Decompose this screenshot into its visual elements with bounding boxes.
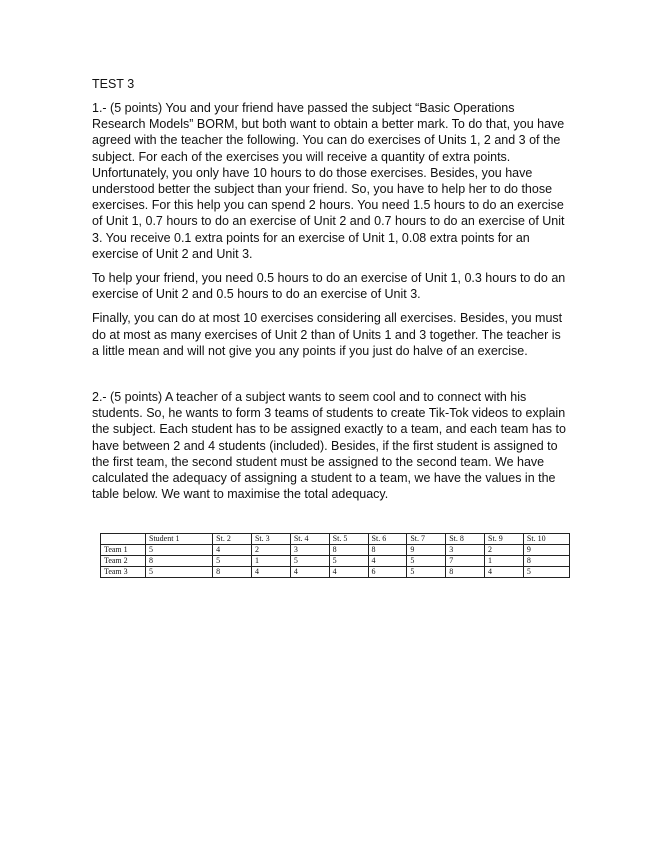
table-cell: 5 xyxy=(407,556,446,567)
table-cell: 7 xyxy=(446,556,485,567)
row-label: Team 1 xyxy=(101,545,146,556)
document-body xyxy=(92,76,570,510)
problem1-paragraph3: Finally, you can do at most 10 exercises considering all exercises. Besides, you must do at most as many exercises of Unit 2 than of Units 1 and 3 together. The teacher is a little mean and will not give you any points if you just do halve of an exercise. xyxy=(92,311,563,358)
test-title: TEST 3 xyxy=(92,77,135,91)
table-row xyxy=(101,556,570,567)
table-cell: 9 xyxy=(523,545,569,556)
table-cell: 4 xyxy=(329,567,368,578)
table-cell: 5 xyxy=(290,556,329,567)
table-cell: 5 xyxy=(329,556,368,567)
table-header-cell: St. 2 xyxy=(213,534,252,545)
problem2-paragraph1: 2.- (5 points) A teacher of a subject wants to seem cool and to connect with his students. So, he wants to form 3 teams of students to create Tik-Tok videos to explain the subject. Each student has to be assigned exactly to a team, and each team has to have between 2 and 4 students (included). Besides, if the first student is assigned to the first team, the second student must be assigned to the second team. We have calculated the adequacy of assigning a student to a team, we have the values in the table below. We want to maximise the total adequacy. xyxy=(92,390,566,502)
table-cell: 5 xyxy=(146,545,213,556)
table-cell: 5 xyxy=(523,567,569,578)
table-cell: 4 xyxy=(290,567,329,578)
table-header-cell: St. 10 xyxy=(523,534,569,545)
table-cell: 4 xyxy=(251,567,290,578)
table-cell: 8 xyxy=(368,545,407,556)
table-header-cell: St. 3 xyxy=(251,534,290,545)
table-cell: 5 xyxy=(213,556,252,567)
table-cell: 8 xyxy=(146,556,213,567)
table-header-cell: St. 7 xyxy=(407,534,446,545)
table-cell: 8 xyxy=(523,556,569,567)
row-label: Team 3 xyxy=(101,567,146,578)
table-header-cell: St. 8 xyxy=(446,534,485,545)
table-cell: 2 xyxy=(251,545,290,556)
table-header-cell: St. 6 xyxy=(368,534,407,545)
table-cell: 9 xyxy=(407,545,446,556)
table-cell: 4 xyxy=(485,567,524,578)
table-header-cell: St. 9 xyxy=(485,534,524,545)
adequacy-table xyxy=(100,533,570,578)
table-cell: 2 xyxy=(485,545,524,556)
table-cell: 8 xyxy=(446,567,485,578)
table-cell: 3 xyxy=(290,545,329,556)
row-label: Team 2 xyxy=(101,556,146,567)
table-header-cell xyxy=(101,534,146,545)
table-row xyxy=(101,567,570,578)
table-cell: 4 xyxy=(368,556,407,567)
table-header-cell: St. 5 xyxy=(329,534,368,545)
table-cell: 8 xyxy=(329,545,368,556)
table-cell: 4 xyxy=(213,545,252,556)
table-cell: 1 xyxy=(485,556,524,567)
problem1-paragraph1: 1.- (5 points) You and your friend have passed the subject “Basic Operations Research Models” BORM, but both want to obtain a better mark. To do that, you have agreed with the teacher the following. You can do exercises of Units 1, 2 and 3 of the subject. For each of the exercises you will receive a quantity of extra points. Unfortunately, you only have 10 hours to do those exercises. Besides, you have understood better the subject than your friend. So, you have to help her to do those exercises. For this help you can spend 2 hours. You need 1.5 hours to do an exercise of Unit 1, 0.7 hours to do an exercise of Unit 2 and 0.7 hours to do an exercise of Unit 3. You receive 0.1 extra points for an exercise of Unit 1, 0.08 extra points for an exercise of Unit 2 and Unit 3. xyxy=(92,101,565,261)
table-cell: 6 xyxy=(368,567,407,578)
table-row xyxy=(101,545,570,556)
table-cell: 5 xyxy=(407,567,446,578)
table-header-row xyxy=(101,534,570,545)
problem1-paragraph2: To help your friend, you need 0.5 hours to do an exercise of Unit 1, 0.3 hours to do an exercise of Unit 2 and 0.5 hours to do an exercise of Unit 3. xyxy=(92,271,566,302)
table-cell: 3 xyxy=(446,545,485,556)
table-header-cell: Student 1 xyxy=(146,534,213,545)
table-cell: 1 xyxy=(251,556,290,567)
table-header-cell: St. 4 xyxy=(290,534,329,545)
table-cell: 8 xyxy=(213,567,252,578)
table-cell: 5 xyxy=(146,567,213,578)
